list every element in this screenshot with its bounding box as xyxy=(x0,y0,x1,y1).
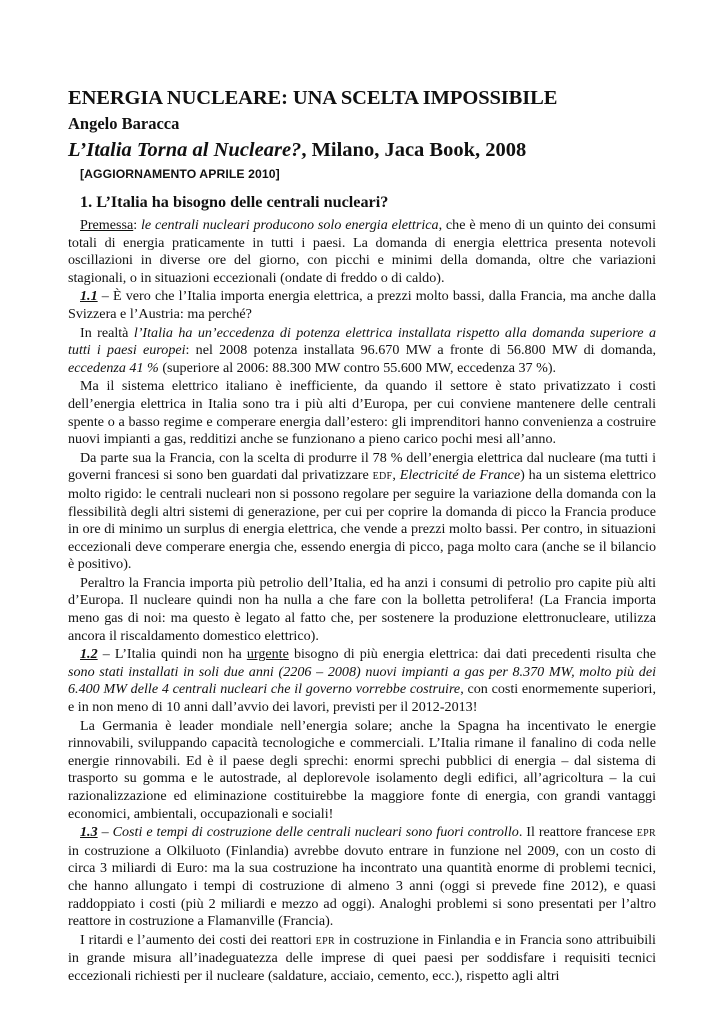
text-span: : xyxy=(133,217,141,233)
book-publisher: , Milano, Jaca Book, 2008 xyxy=(301,139,527,161)
section-heading: 1. L’Italia ha bisogno delle centrali nucleari? xyxy=(80,193,389,211)
author-name: Angelo Baracca xyxy=(68,114,180,133)
document-title: ENERGIA NUCLEARE: UNA SCELTA IMPOSSIBILE xyxy=(68,87,558,109)
document-page xyxy=(68,86,656,986)
paragraph-1-3 xyxy=(68,824,656,931)
acronym-edf: EDF xyxy=(372,471,393,483)
text-span: , che è meno di un quinto dei consumi totali di energia praticamente in tutti i paesi. La domanda di energia elettrica presenta notevoli oscillazioni in diverse ore del giorno, con picchi e minimi della domanda, oltre che variazioni stagionali, o in situazioni eccezionali (ondate di freddo o di caldo). xyxy=(68,217,656,286)
text-span: bisogno di più energia elettrica: dai dati precedenti risulta che xyxy=(288,646,656,663)
paragraph-realta xyxy=(68,325,656,378)
text-span: , xyxy=(392,467,400,484)
italic-span: sono stati installati in soli due anni (2206 – 2008) nuovi impianti a gas per 8.370 MW, molto più dei 6.400 MW delle 4 centrali nucleari che il governo vorrebbe costruire xyxy=(68,663,656,698)
text-span: . Il reattore francese xyxy=(518,824,637,841)
point-number: 1.1 xyxy=(80,288,98,305)
premessa-italic: le centrali nucleari producono solo energia elettrica xyxy=(141,217,439,233)
text-span: – È vero che l’Italia importa energia elettrica, a prezzi molto bassi, dalla Francia, ma anche dalla Svizzera e l’Austria: ma perché? xyxy=(68,288,656,322)
premessa-label: Premessa xyxy=(80,217,134,233)
update-note: [AGGIORNAMENTO APRILE 2010] xyxy=(80,167,280,181)
text-span: – L’Italia quindi non ha xyxy=(97,646,247,663)
paragraph-francia xyxy=(68,450,656,574)
paragraph-petrolio: Peraltro la Francia importa più petrolio dell’Italia, ed ha anzi i consumi di petrolio pro capite più alti d’Europa. Il nucleare quindi non ha nulla a che fare con la bolletta petrolifera! (La Francia importa meno gas di noi: ma questo è legato al fatto che, per sostenere la produzione elettronucleare, utilizza ancora il riscaldamento domestico elettrico). xyxy=(68,574,656,644)
paragraph-sistema: Ma il sistema elettrico italiano è inefficiente, da quando il settore è stato privatizzato i costi dell’energia elettrica in Italia sono tra i più alti d’Europa, per cui conviene mantenere delle centrali spente o a basso regime e comperare energia dall’estero: gli imprenditori hanno convenienza a costruire nuovi impianti a gas, redditizi anche se funzionano a pieno carico pochi mesi all’anno. xyxy=(68,378,656,448)
acronym-epr: EPR xyxy=(315,935,335,947)
text-span: (superiore al 2006: 88.300 MW contro 55.600 MW, eccedenza 37 %). xyxy=(158,359,557,376)
book-title: L’Italia Torna al Nucleare? xyxy=(68,139,302,161)
point-number: 1.2 xyxy=(80,646,98,663)
paragraph-1-2 xyxy=(68,646,656,716)
italic-span: l’Italia ha un’eccedenza di potenza elettrica installata rispetto alla domanda superiore a tutti i paesi europei xyxy=(68,324,656,359)
italic-span: Costi e tempi di costruzione delle centrali nucleari sono fuori controllo xyxy=(112,824,519,841)
paragraph-ritardi xyxy=(68,932,656,986)
underlined-word: urgente xyxy=(246,646,289,663)
paragraph-premessa xyxy=(68,217,656,287)
paragraph-1-1 xyxy=(68,288,656,323)
point-number: 1.3 xyxy=(80,824,98,841)
text-span: in costruzione a Olkiluoto (Finlandia) avrebbe dovuto entrare in funzione nel 2009, con un costo di circa 3 miliardi di Euro: ma la sua costruzione ha incontrato una quantità enorme di problemi tecnici, che hanno allungato i tempi di costruzione di almeno 3 anni (oggi si prevede fine 2012), e quasi raddoppiato i costi (più 2 miliardi e mezzo ad oggi). Analoghi problemi si sono presentati per l’altro reattore in costruzione a Flamanville (Francia). xyxy=(68,842,656,930)
italic-span: eccedenza 41 % xyxy=(68,359,159,376)
text-span: : nel 2008 potenza installata 96.670 MW a fronte di 56.800 MW di domanda, xyxy=(185,342,656,359)
text-span: In realtà xyxy=(80,324,134,341)
text-span: – xyxy=(97,824,113,841)
text-span: I ritardi e l’aumento dei costi dei reattori xyxy=(80,931,316,948)
text-span: in costruzione in Finlandia e in Francia sono attribuibili in grande misura all’inadeguatezza delle imprese di quei paesi per soddisfare i requisiti tecnici eccezionali richiesti per il nucleare (saldature, acciaio, cemento, ecc.), rispetto agli altri xyxy=(68,931,656,984)
italic-span: Electricité de France xyxy=(399,467,521,484)
acronym-epr: EPR xyxy=(636,828,656,840)
text-span: , con costi enormemente superiori, e in non meno di 10 anni dall’avvio dei lavori, previsti per il 2012-2013! xyxy=(68,681,656,716)
text-span: ) ha un sistema elettrico molto rigido: le centrali nucleari non si possono regolare per seguire la variazione della domanda con la flessibilità degli altri sistemi di generazione, per cui per coprire la domanda di picco la Francia produce in ore di minimo un surplus di energia elettrica, che vende a prezzi molto bassi. Per contro, in situazioni eccezionali deve comperare energia che, essendo energia di picco, paga molto cara (anche se il bilancio è positivo). xyxy=(68,467,656,573)
book-reference xyxy=(68,138,656,162)
text-span: Da parte sua la Francia, con la scelta di produrre il 78 % dell’energia elettrica dal nucleare (ma tutti i governi francesi si sono ben guardati dal privatizzare xyxy=(68,449,656,484)
paragraph-germania: La Germania è leader mondiale nell’energia solare; anche la Spagna ha incentivato le energie rinnovabili, sviluppando capacità tecnologiche e commerciali. L’Italia rimane il fanalino di coda nelle energie rinnovabili. Ed è il paese degli sprechi: enormi sprechi pubblici di energia – dal sistema di trasporto su gomma e le autostrade, al deplorevole isolamento degli edifici, all’agricoltura – la cui razionalizzazione ed eliminazione costituirebbe la maggiore fonte di energia, con grandi vantaggi economici, ambientali, occupazionali e sociali! xyxy=(68,717,656,822)
